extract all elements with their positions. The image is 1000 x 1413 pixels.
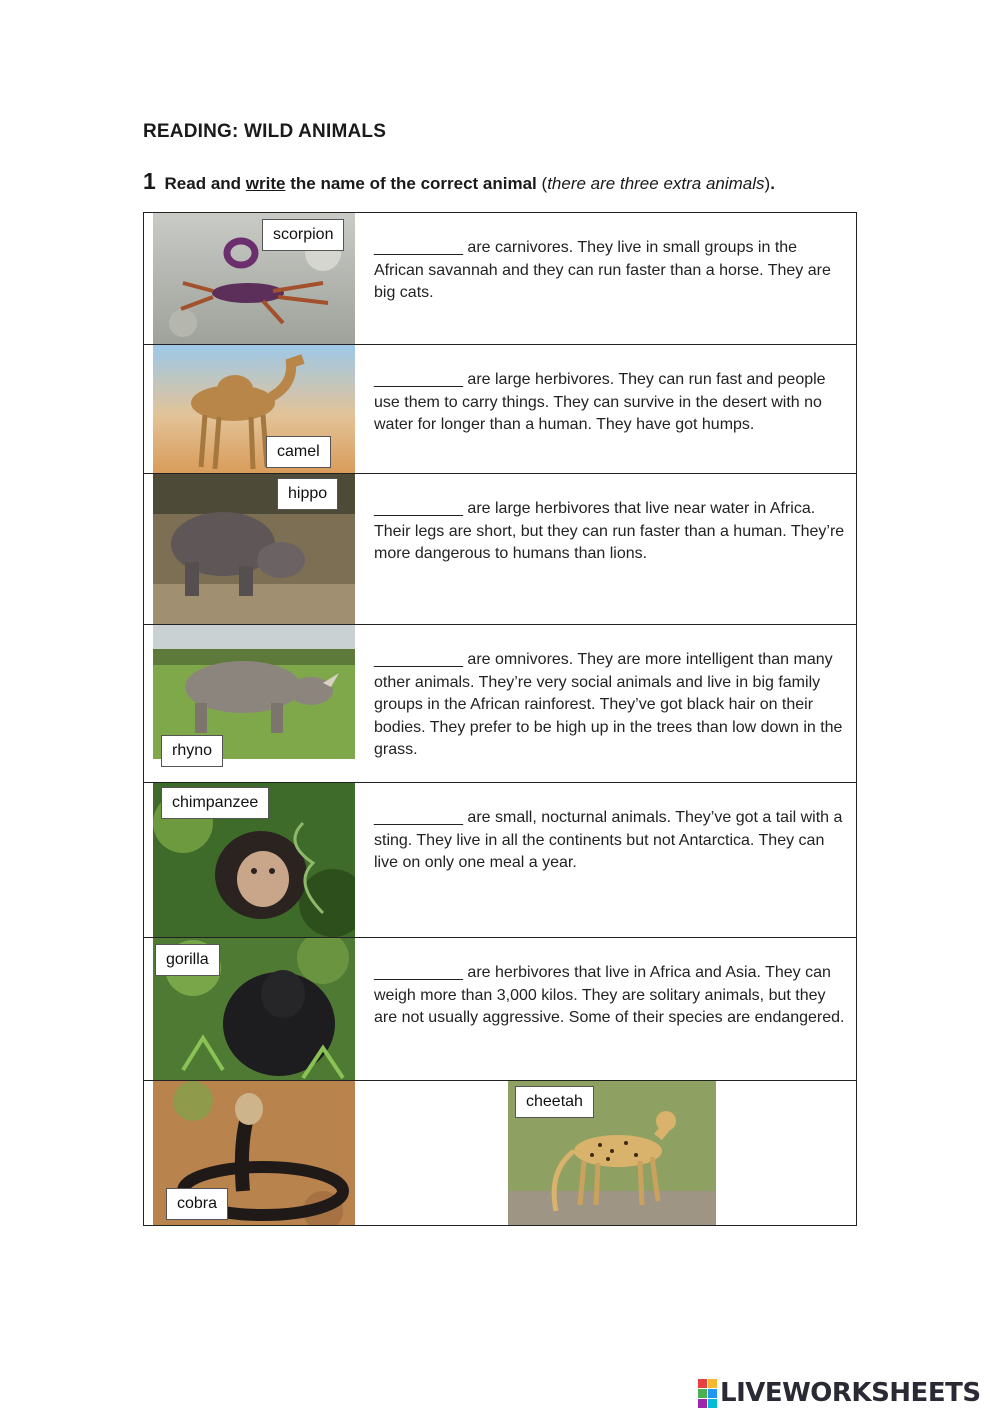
animal-label[interactable]: chimpanzee: [161, 787, 269, 819]
animal-label[interactable]: cobra: [166, 1188, 228, 1220]
logo-icon: [698, 1379, 717, 1408]
description-text: __________ are large herbivores that live near water in Africa. Their legs are short, but they can run faster than a human. They’re more dangerous to humans than lions.: [374, 500, 845, 562]
answer-blank[interactable]: __________: [374, 239, 463, 256]
description-text: __________ are large herbivores. They can run fast and people use them to carry things. They can survive in the desert with no water for longer than a human. They have got humps.: [374, 371, 826, 433]
logo-text: LIVEWORKSHEETS: [720, 1378, 981, 1408]
animal-label[interactable]: camel: [266, 436, 331, 468]
instruction: 1 Read and write the name of the correct animal (there are three extra animals).: [143, 168, 775, 194]
table-row: [144, 345, 856, 474]
instruction-before: Read and: [164, 174, 242, 193]
animals-table: [143, 212, 857, 1226]
table-row: [144, 625, 856, 783]
exercise-number: 1: [143, 168, 156, 194]
table-row: [144, 938, 856, 1081]
worksheet-title: READING: WILD ANIMALS: [143, 121, 387, 142]
instruction-after: the name of the correct animal: [290, 174, 537, 193]
description-text: __________ are carnivores. They live in small groups in the African savannah and they can run faster than a horse. They are big cats.: [374, 239, 831, 301]
instruction-note: there are three extra animals: [547, 174, 765, 193]
description-text: __________ are omnivores. They are more intelligent than many other animals. They’re very social animals and live in big family groups in the African rainforest. They’ve got black hair on their bodies. They prefer to be high up in the trees than low down in the grass.: [374, 651, 843, 758]
instruction-underlined: write: [245, 174, 286, 193]
answer-blank[interactable]: __________: [374, 371, 463, 388]
table-row: [144, 474, 856, 625]
liveworksheets-logo: [698, 1378, 981, 1408]
answer-blank[interactable]: __________: [374, 651, 463, 668]
description-text: __________ are small, nocturnal animals. They’ve got a tail with a sting. They live in all the continents but not Antarctica. They can live on only one meal a year.: [374, 809, 843, 871]
table-row: [144, 1081, 856, 1225]
answer-blank[interactable]: __________: [374, 500, 463, 517]
animal-label[interactable]: rhyno: [161, 735, 223, 767]
table-row: [144, 213, 856, 345]
answer-blank[interactable]: __________: [374, 809, 463, 826]
animal-label[interactable]: cheetah: [515, 1086, 594, 1118]
logo-block: [698, 1379, 707, 1388]
description-text: __________ are herbivores that live in Africa and Asia. They can weigh more than 3,000 kilos. They are solitary animals, but they are not usually aggressive. Some of their species are endangered.: [374, 964, 845, 1026]
animal-label[interactable]: gorilla: [155, 944, 220, 976]
answer-blank[interactable]: __________: [374, 964, 463, 981]
instruction-paren: (there are three extra animals): [541, 174, 771, 193]
table-row: [144, 783, 856, 938]
animal-label[interactable]: scorpion: [262, 219, 344, 251]
animal-label[interactable]: hippo: [277, 478, 338, 510]
